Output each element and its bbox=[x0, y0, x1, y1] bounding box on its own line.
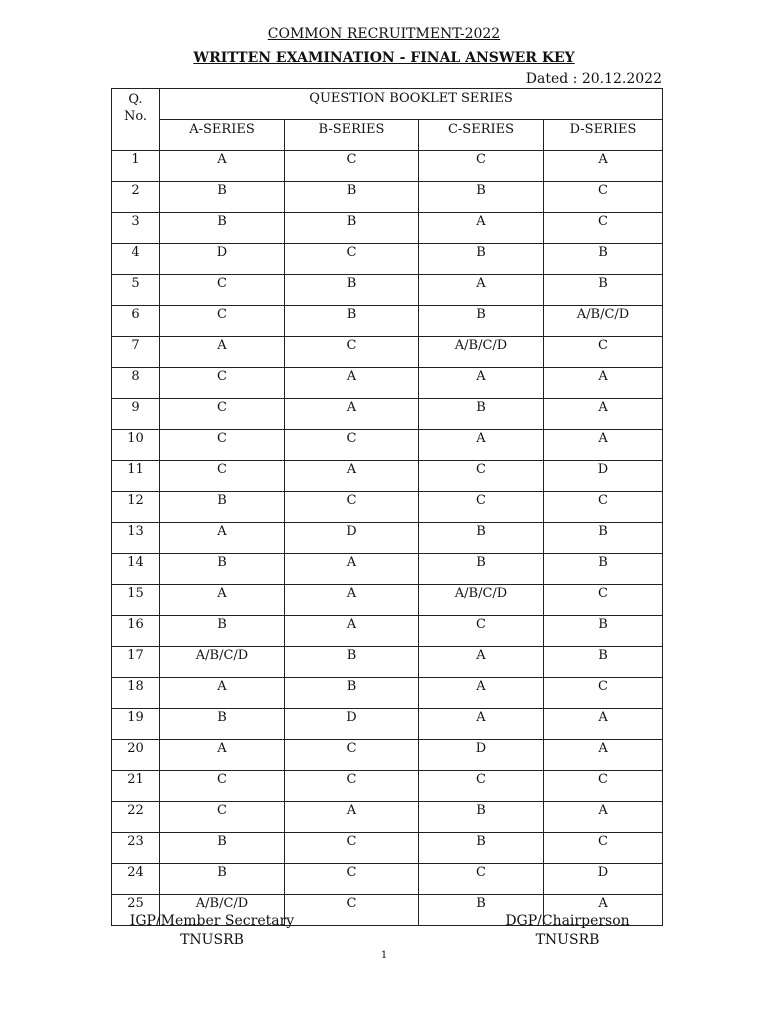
question-number-cell: 25 bbox=[112, 895, 160, 926]
c-series-cell: A bbox=[419, 678, 544, 709]
d-series-cell: B bbox=[544, 275, 663, 306]
c-series-cell: A/B/C/D bbox=[419, 337, 544, 368]
a-series-cell: C bbox=[160, 399, 285, 430]
question-number-cell: 6 bbox=[112, 306, 160, 337]
document-title: COMMON RECRUITMENT-2022 bbox=[267, 26, 501, 42]
d-series-cell: C bbox=[544, 771, 663, 802]
b-series-cell: C bbox=[285, 151, 419, 182]
a-series-cell: B bbox=[160, 213, 285, 244]
d-series-cell: A bbox=[544, 709, 663, 740]
c-series-cell: C bbox=[419, 771, 544, 802]
a-series-cell: C bbox=[160, 275, 285, 306]
b-series-cell: C bbox=[285, 430, 419, 461]
a-series-cell: C bbox=[160, 430, 285, 461]
c-series-cell: A bbox=[419, 213, 544, 244]
table-row bbox=[112, 275, 663, 306]
d-series-cell: A bbox=[544, 740, 663, 771]
b-series-cell: B bbox=[285, 678, 419, 709]
a-series-cell: C bbox=[160, 368, 285, 399]
signature-right-org: TNUSRB bbox=[535, 932, 600, 948]
c-series-cell: A bbox=[419, 709, 544, 740]
table-row bbox=[112, 771, 663, 802]
table-row bbox=[112, 244, 663, 275]
b-series-cell: B bbox=[285, 213, 419, 244]
b-series-cell: C bbox=[285, 864, 419, 895]
question-number-cell: 22 bbox=[112, 802, 160, 833]
table-row bbox=[112, 740, 663, 771]
a-series-cell: C bbox=[160, 771, 285, 802]
question-number-cell: 14 bbox=[112, 554, 160, 585]
a-series-cell: A bbox=[160, 678, 285, 709]
question-number-cell: 23 bbox=[112, 833, 160, 864]
a-series-cell: C bbox=[160, 802, 285, 833]
table-row bbox=[112, 833, 663, 864]
a-series-cell: B bbox=[160, 182, 285, 213]
b-series-cell: C bbox=[285, 833, 419, 864]
b-series-cell: B bbox=[285, 275, 419, 306]
a-series-cell: A/B/C/D bbox=[160, 647, 285, 678]
b-series-cell: D bbox=[285, 523, 419, 554]
question-number-cell: 1 bbox=[112, 151, 160, 182]
b-series-cell: C bbox=[285, 895, 419, 926]
d-series-cell: C bbox=[544, 213, 663, 244]
question-number-cell: 24 bbox=[112, 864, 160, 895]
table-row bbox=[112, 864, 663, 895]
d-series-cell: A bbox=[544, 895, 663, 926]
question-number-cell: 4 bbox=[112, 244, 160, 275]
c-series-cell: A bbox=[419, 368, 544, 399]
question-number-cell: 12 bbox=[112, 492, 160, 523]
c-series-cell: B bbox=[419, 523, 544, 554]
signature-left-title: IGP/Member Secretary bbox=[129, 913, 295, 929]
d-series-cell: A bbox=[544, 151, 663, 182]
c-series-cell: B bbox=[419, 399, 544, 430]
signature-member-secretary bbox=[117, 912, 307, 950]
b-series-cell: C bbox=[285, 740, 419, 771]
a-series-cell: B bbox=[160, 833, 285, 864]
a-series-cell: A bbox=[160, 337, 285, 368]
d-series-cell: D bbox=[544, 461, 663, 492]
table-row bbox=[112, 802, 663, 833]
c-series-cell: C bbox=[419, 864, 544, 895]
c-series-cell: B bbox=[419, 895, 544, 926]
table-row bbox=[112, 399, 663, 430]
c-series-cell: A/B/C/D bbox=[419, 585, 544, 616]
a-series-cell: C bbox=[160, 306, 285, 337]
c-series-cell: C bbox=[419, 616, 544, 647]
table-row bbox=[112, 337, 663, 368]
d-series-cell: C bbox=[544, 337, 663, 368]
a-series-cell: A bbox=[160, 585, 285, 616]
question-number-cell: 20 bbox=[112, 740, 160, 771]
b-series-cell: B bbox=[285, 182, 419, 213]
qno-header bbox=[112, 89, 160, 151]
a-series-cell: A bbox=[160, 740, 285, 771]
c-series-cell: A bbox=[419, 275, 544, 306]
signature-left-org: TNUSRB bbox=[180, 932, 244, 948]
table-row bbox=[112, 492, 663, 523]
d-series-cell: B bbox=[544, 616, 663, 647]
a-series-cell: D bbox=[160, 244, 285, 275]
question-number-cell: 2 bbox=[112, 182, 160, 213]
table-row bbox=[112, 430, 663, 461]
question-number-cell: 16 bbox=[112, 616, 160, 647]
d-series-cell: B bbox=[544, 523, 663, 554]
c-series-cell: A bbox=[419, 430, 544, 461]
qno-header-line1: Q. bbox=[128, 92, 143, 107]
b-series-cell: B bbox=[285, 647, 419, 678]
table-row bbox=[112, 647, 663, 678]
booklet-series-header: QUESTION BOOKLET SERIES bbox=[160, 89, 663, 120]
d-series-cell: C bbox=[544, 678, 663, 709]
qno-header-line2: No. bbox=[123, 109, 148, 124]
d-series-cell: D bbox=[544, 864, 663, 895]
question-number-cell: 5 bbox=[112, 275, 160, 306]
a-series-cell: A bbox=[160, 523, 285, 554]
d-series-cell: B bbox=[544, 244, 663, 275]
table-row bbox=[112, 585, 663, 616]
c-series-cell: D bbox=[419, 740, 544, 771]
c-series-cell: B bbox=[419, 306, 544, 337]
signature-chairperson bbox=[470, 912, 665, 950]
table-row bbox=[112, 554, 663, 585]
d-series-cell: A/B/C/D bbox=[544, 306, 663, 337]
table-row bbox=[112, 709, 663, 740]
date-line: Dated : 20.12.2022 bbox=[525, 71, 662, 87]
d-series-cell: B bbox=[544, 554, 663, 585]
d-series-cell: C bbox=[544, 492, 663, 523]
question-number-cell: 15 bbox=[112, 585, 160, 616]
question-number-cell: 17 bbox=[112, 647, 160, 678]
question-number-cell: 11 bbox=[112, 461, 160, 492]
b-series-cell: C bbox=[285, 337, 419, 368]
table-row bbox=[112, 461, 663, 492]
c-series-cell: B bbox=[419, 182, 544, 213]
table-row bbox=[112, 523, 663, 554]
b-series-cell: C bbox=[285, 492, 419, 523]
table-row bbox=[112, 678, 663, 709]
a-series-cell: B bbox=[160, 709, 285, 740]
question-number-cell: 13 bbox=[112, 523, 160, 554]
b-series-cell: A bbox=[285, 585, 419, 616]
signature-right-title: DGP/Chairperson bbox=[505, 913, 630, 929]
d-series-cell: C bbox=[544, 833, 663, 864]
column-header-a-series: A-SERIES bbox=[160, 120, 285, 151]
a-series-cell: B bbox=[160, 492, 285, 523]
c-series-cell: B bbox=[419, 554, 544, 585]
table-row bbox=[112, 213, 663, 244]
d-series-cell: C bbox=[544, 585, 663, 616]
answer-rows bbox=[112, 151, 663, 926]
c-series-cell: C bbox=[419, 492, 544, 523]
d-series-cell: C bbox=[544, 182, 663, 213]
page-number: 1 bbox=[380, 950, 388, 961]
a-series-cell: C bbox=[160, 461, 285, 492]
d-series-cell: A bbox=[544, 368, 663, 399]
c-series-cell: A bbox=[419, 647, 544, 678]
question-number-cell: 21 bbox=[112, 771, 160, 802]
a-series-cell: A/B/C/D bbox=[160, 895, 285, 926]
a-series-cell: B bbox=[160, 554, 285, 585]
column-header-d-series: D-SERIES bbox=[544, 120, 663, 151]
a-series-cell: A bbox=[160, 151, 285, 182]
b-series-cell: C bbox=[285, 771, 419, 802]
b-series-cell: A bbox=[285, 399, 419, 430]
b-series-cell: A bbox=[285, 368, 419, 399]
a-series-cell: B bbox=[160, 864, 285, 895]
question-number-cell: 8 bbox=[112, 368, 160, 399]
question-number-cell: 9 bbox=[112, 399, 160, 430]
b-series-cell: A bbox=[285, 802, 419, 833]
question-number-cell: 3 bbox=[112, 213, 160, 244]
column-header-b-series: B-SERIES bbox=[285, 120, 419, 151]
c-series-cell: C bbox=[419, 151, 544, 182]
table-row bbox=[112, 182, 663, 213]
table-row bbox=[112, 151, 663, 182]
a-series-cell: B bbox=[160, 616, 285, 647]
b-series-cell: B bbox=[285, 306, 419, 337]
document-subtitle: WRITTEN EXAMINATION - FINAL ANSWER KEY bbox=[193, 50, 575, 66]
question-number-cell: 18 bbox=[112, 678, 160, 709]
c-series-cell: B bbox=[419, 802, 544, 833]
question-number-cell: 19 bbox=[112, 709, 160, 740]
c-series-cell: C bbox=[419, 461, 544, 492]
b-series-cell: A bbox=[285, 554, 419, 585]
b-series-cell: C bbox=[285, 244, 419, 275]
table-row bbox=[112, 368, 663, 399]
table-row bbox=[112, 616, 663, 647]
table-row bbox=[112, 306, 663, 337]
b-series-cell: A bbox=[285, 616, 419, 647]
b-series-cell: D bbox=[285, 709, 419, 740]
c-series-cell: B bbox=[419, 833, 544, 864]
column-header-c-series: C-SERIES bbox=[419, 120, 544, 151]
question-number-cell: 10 bbox=[112, 430, 160, 461]
b-series-cell: A bbox=[285, 461, 419, 492]
d-series-cell: A bbox=[544, 430, 663, 461]
question-number-cell: 7 bbox=[112, 337, 160, 368]
d-series-cell: B bbox=[544, 647, 663, 678]
answer-key-table bbox=[111, 88, 663, 926]
d-series-cell: A bbox=[544, 399, 663, 430]
d-series-cell: A bbox=[544, 802, 663, 833]
c-series-cell: B bbox=[419, 244, 544, 275]
